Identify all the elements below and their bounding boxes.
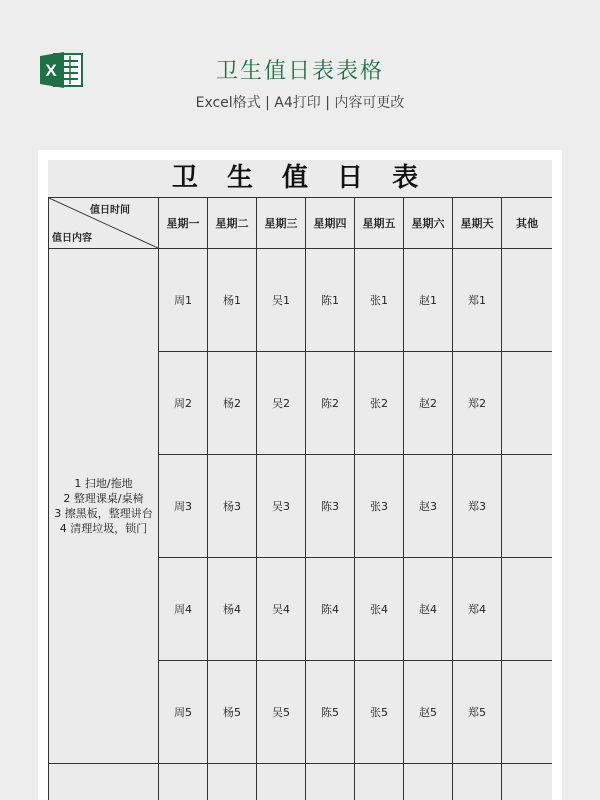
table-cell: 周4 xyxy=(159,558,208,661)
table-cell-empty xyxy=(49,764,159,800)
table-cell: 吴5 xyxy=(257,661,306,764)
column-header: 星期一 xyxy=(159,198,208,249)
table-cell: 周5 xyxy=(159,661,208,764)
corner-time-label: 值日时间 xyxy=(90,205,130,216)
page-header xyxy=(0,0,600,150)
table-cell: 赵3 xyxy=(404,455,453,558)
table-cell xyxy=(502,455,553,558)
table-cell xyxy=(502,249,553,352)
table-cell-empty xyxy=(306,764,355,800)
sheet-title: 卫 生 值 日 表 xyxy=(171,163,429,193)
table-cell: 陈5 xyxy=(306,661,355,764)
duty-content-line: 4 清理垃圾，锁门 xyxy=(59,522,148,535)
table-cell: 郑1 xyxy=(453,249,502,352)
excel-icon-letter: X xyxy=(45,61,57,80)
table-cell: 吴3 xyxy=(257,455,306,558)
table-cell: 周1 xyxy=(159,249,208,352)
column-header: 星期天 xyxy=(453,198,502,249)
duty-content-line: 3 擦黑板，整理讲台 xyxy=(54,507,153,520)
page-title: 卫生值日表表格 xyxy=(215,59,384,84)
table-cell: 周3 xyxy=(159,455,208,558)
table-cell: 吴2 xyxy=(257,352,306,455)
table-cell: 赵4 xyxy=(404,558,453,661)
table-cell: 杨3 xyxy=(208,455,257,558)
table-cell: 张5 xyxy=(355,661,404,764)
table-cell: 陈3 xyxy=(306,455,355,558)
table-cell: 郑2 xyxy=(453,352,502,455)
duty-content-cell xyxy=(49,249,159,764)
table-cell: 杨1 xyxy=(208,249,257,352)
table-row xyxy=(49,249,553,352)
table-cell: 郑3 xyxy=(453,455,502,558)
column-header: 星期三 xyxy=(257,198,306,249)
table-cell: 杨2 xyxy=(208,352,257,455)
sheet-grid xyxy=(48,160,552,800)
column-header: 星期四 xyxy=(306,198,355,249)
table-cell: 陈1 xyxy=(306,249,355,352)
corner-content-label: 值日内容 xyxy=(52,233,92,244)
table-cell-empty xyxy=(355,764,404,800)
table-cell-empty xyxy=(257,764,306,800)
table-cell-empty xyxy=(404,764,453,800)
sheet-preview xyxy=(38,150,562,800)
diagonal-header-cell xyxy=(49,198,159,249)
table-cell: 周2 xyxy=(159,352,208,455)
column-header: 星期二 xyxy=(208,198,257,249)
table-cell xyxy=(502,352,553,455)
table-cell: 郑5 xyxy=(453,661,502,764)
table-cell: 吴4 xyxy=(257,558,306,661)
table-cell: 张2 xyxy=(355,352,404,455)
table-cell: 杨4 xyxy=(208,558,257,661)
duty-content-line: 1 扫地/拖地 xyxy=(74,477,133,490)
table-row-empty xyxy=(49,764,553,800)
column-header: 星期五 xyxy=(355,198,404,249)
table-cell: 杨5 xyxy=(208,661,257,764)
table-cell: 赵1 xyxy=(404,249,453,352)
table-cell: 张4 xyxy=(355,558,404,661)
column-header: 其他 xyxy=(502,198,553,249)
table-cell xyxy=(502,661,553,764)
table-cell: 赵2 xyxy=(404,352,453,455)
table-cell: 赵5 xyxy=(404,661,453,764)
table-cell: 陈2 xyxy=(306,352,355,455)
duty-table xyxy=(48,197,552,800)
table-cell: 陈4 xyxy=(306,558,355,661)
header-row xyxy=(49,198,553,249)
table-cell-empty xyxy=(453,764,502,800)
table-cell: 吴1 xyxy=(257,249,306,352)
table-cell-empty xyxy=(159,764,208,800)
table-cell-empty xyxy=(208,764,257,800)
column-header: 星期六 xyxy=(404,198,453,249)
table-cell: 张3 xyxy=(355,455,404,558)
page-subtitle: Excel格式 | A4打印 | 内容可更改 xyxy=(195,95,405,111)
table-cell: 张1 xyxy=(355,249,404,352)
table-cell: 郑4 xyxy=(453,558,502,661)
table-cell-empty xyxy=(502,764,553,800)
table-cell xyxy=(502,558,553,661)
duty-content-line: 2 整理课桌/桌椅 xyxy=(63,492,144,505)
